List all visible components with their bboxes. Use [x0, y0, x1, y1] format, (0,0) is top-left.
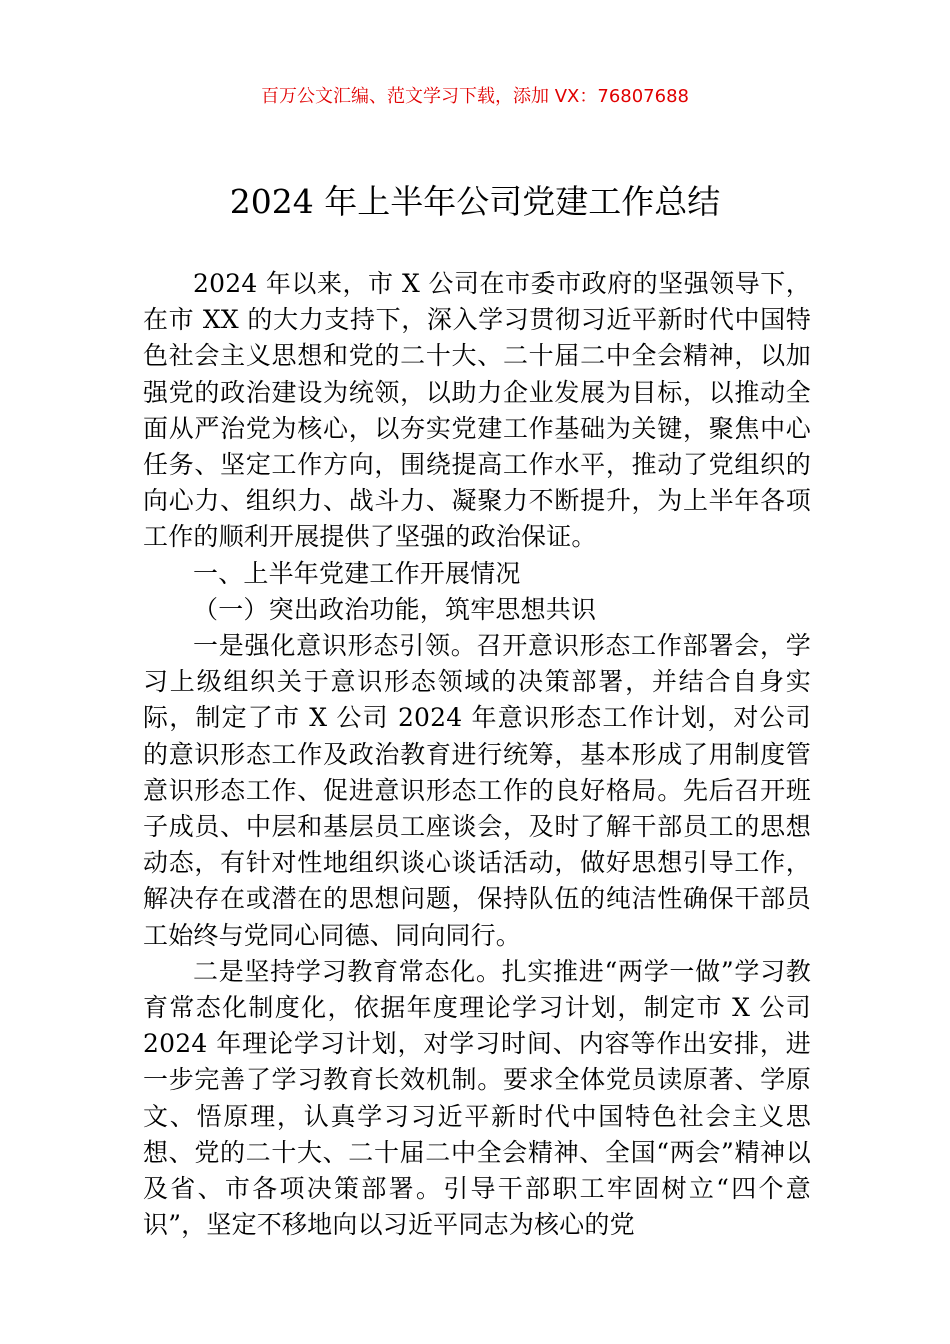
body-paragraph: 二是坚持学习教育常态化。扎实推进“两学一做”学习教育常态化制度化，依据年度理论学习计划，制定市 X 公司 2024 年理论学习计划，对学习时间、内容等作出安排，进一步完善了学习教育长效机制。要求全体党员读原著、学原文、悟原理，认真学习习近平新时代中国特色社会主义思想、党的二十大、二十届二中全会精神、全国“两会”精神以及省、市各项决策部署。引导干部职工牢固树立“四个意识”，坚定不移地向以习近平同志为核心的党	[143, 956, 811, 1240]
intro-paragraph: 2024 年以来，市 X 公司在市委市政府的坚强领导下，在市 XX 的大力支持下，深入学习贯彻习近平新时代中国特色社会主义思想和党的二十大、二十届二中全会精神，以加强党的政治建设为统领，以助力企业发展为目标，以推动全面从严治党为核心，以夯实党建工作基础为关键，聚焦中心任务、坚定工作方向，围绕提高工作水平，推动了党组织的向心力、组织力、战斗力、凝聚力不断提升，为上半年各项工作的顺利开展提供了坚强的政治保证。	[143, 269, 811, 552]
document-body	[143, 266, 811, 1243]
subsection-heading: （一）突出政治功能，筑牢思想共识	[193, 594, 597, 624]
body-paragraph: 一是强化意识形态引领。召开意识形态工作部署会，学习上级组织关于意识形态领域的决策部署，并结合自身实际，制定了市 X 公司 2024 年意识形态工作计划，对公司的意识形态工作及政治教育进行统筹，基本形成了用制度管意识形态工作、促进意识形态工作的良好格局。先后召开班子成员、中层和基层员工座谈会，及时了解干部员工的思想动态，有针对性地组织谈心谈话活动，做好思想引导工作，解决存在或潜在的思想问题，保持队伍的纯洁性确保干部员工始终与党同心同德、同向同行。	[143, 631, 811, 950]
section-heading: 一、上半年党建工作开展情况	[193, 558, 521, 588]
document-title: 2024 年上半年公司党建工作总结	[229, 182, 721, 221]
header-note: 百万公文汇编、范文学习下载，添加 VX：76807688	[261, 86, 689, 107]
